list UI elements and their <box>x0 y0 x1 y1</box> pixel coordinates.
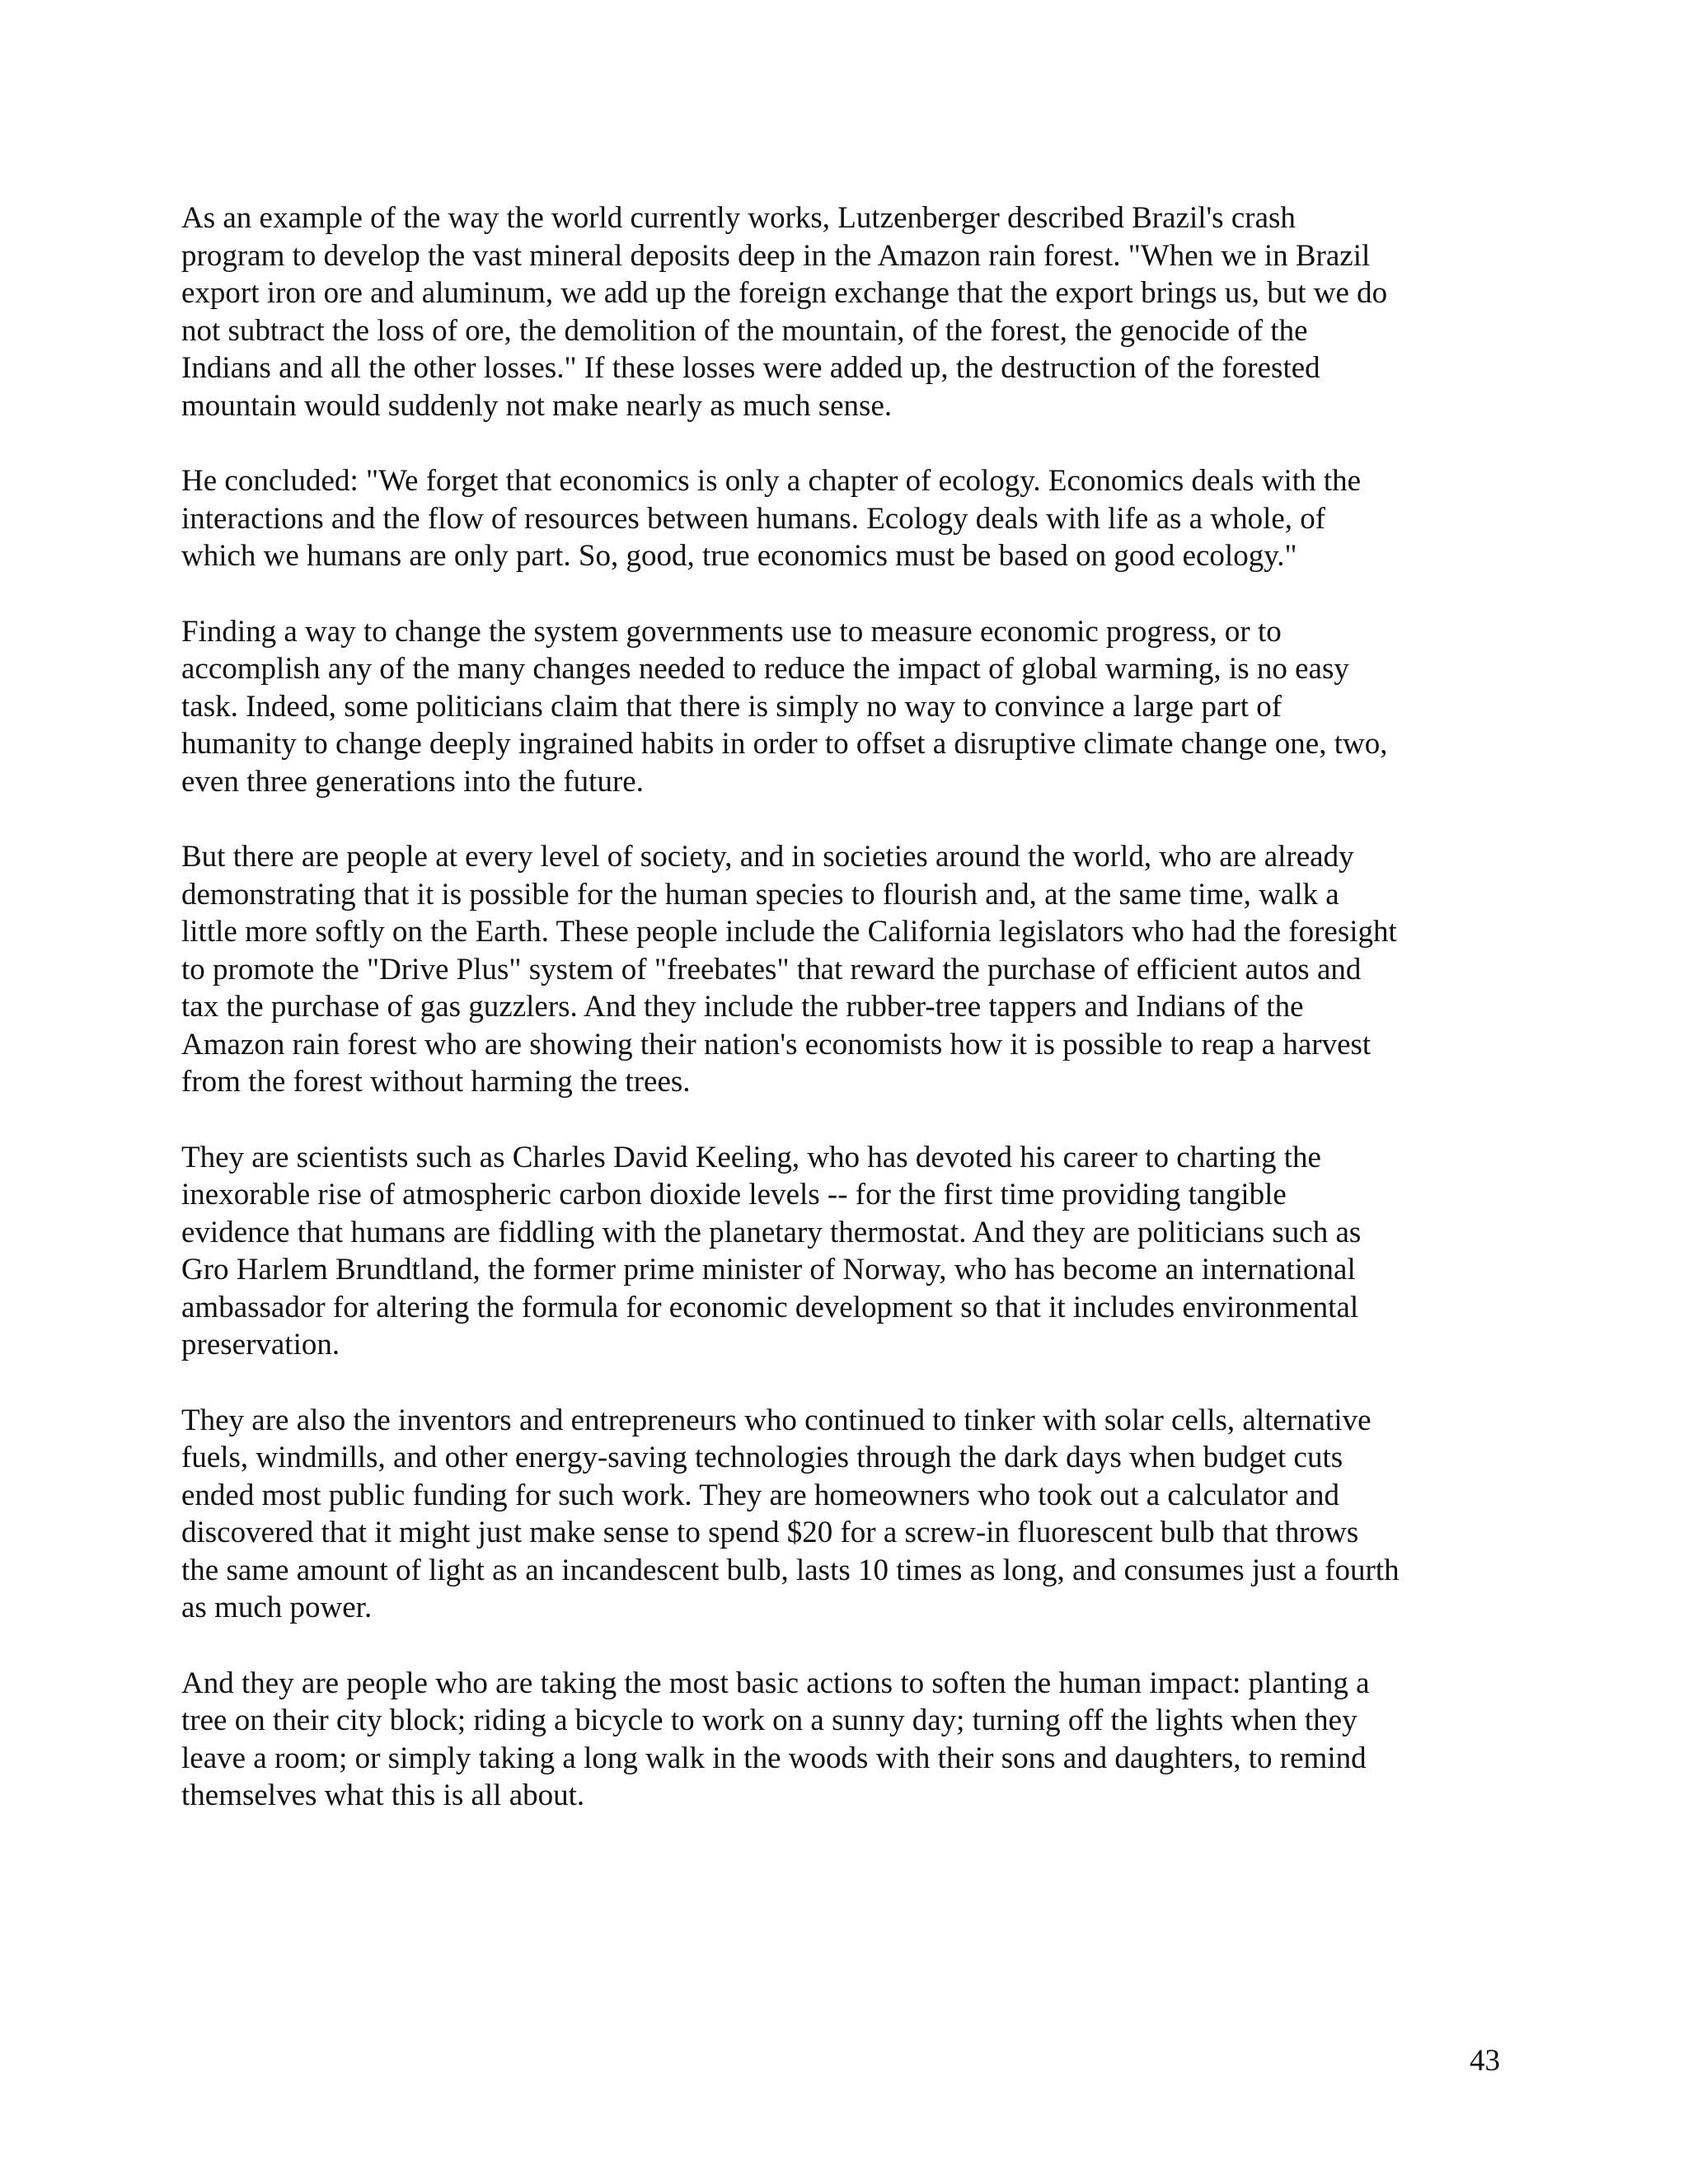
paragraph: Finding a way to change the system governments use to measure economic progress, or to accomplish any of the many changes needed to reduce the impact of global warming, is no easy task. Indeed, some politicians claim that there is simply no way to convince a large part of humanity to change deeply ingrained habits in order to offset a disruptive climate change one, two, even three generations into the future. <box>181 614 1388 799</box>
paragraph: They are also the inventors and entrepreneurs who continued to tinker with solar cells, alternative fuels, windmills, and other energy-saving technologies through the dark days when budget cuts ended most public funding for such work. They are homeowners who took out a calculator and discovered that it might just make sense to spend $20 for a screw-in fluorescent bulb that throws the same amount of light as an incandescent bulb, lasts 10 times as long, and consumes just a fourth as much power. <box>181 1403 1400 1624</box>
paragraph: As an example of the way the world currently works, Lutzenberger described Brazil's crash program to develop the vast mineral deposits deep in the Amazon rain forest. "When we in Brazil export iron ore and aluminum, we add up the foreign exchange that the export brings us, but we do not subtract the loss of ore, the demolition of the mountain, of the forest, the genocide of the Indians and all the other losses." If these losses were added up, the destruction of the forested mountain would suddenly not make nearly as much sense. <box>181 201 1388 423</box>
page-number: 43 <box>1470 2044 1500 2078</box>
paragraph: But there are people at every level of society, and in societies around the world, who are already demonstrating that it is possible for the human species to flourish and, at the same time, walk a little more softly on the Earth. These people include the California legislators who had the foresight to promote the "Drive Plus" system of "freebates" that reward the purchase of efficient autos and tax the purchase of gas guzzlers. And they include the rubber-tree tappers and Indians of the Amazon rain forest who are showing their nation's economists how it is possible to reap a harvest from the forest without harming the trees. <box>181 840 1397 1099</box>
paragraph: They are scientists such as Charles David Keeling, who has devoted his career to charting the inexorable rise of atmospheric carbon dioxide levels -- for the first time providing tangible evidence that humans are fiddling with the planetary thermostat. And they are politicians such as Gro Harlem Brundtland, the former prime minister of Norway, who has become an international ambassador for altering the formula for economic development so that it includes environmental preservation. <box>181 1140 1362 1361</box>
paragraph: He concluded: "We forget that economics is only a chapter of ecology. Economics deals with the interactions and the flow of resources between humans. Ecology deals with life as a whole, of which we humans are only part. So, good, true economics must be based on good ecology." <box>181 464 1362 573</box>
paragraph: And they are people who are taking the most basic actions to soften the human impact: planting a tree on their city block; riding a bicycle to work on a sunny day; turning off the lights when they leave a room; or simply taking a long walk in the woods with their sons and daughters, to remind themselves what this is all about. <box>181 1666 1370 1812</box>
body-text <box>181 199 1500 1853</box>
